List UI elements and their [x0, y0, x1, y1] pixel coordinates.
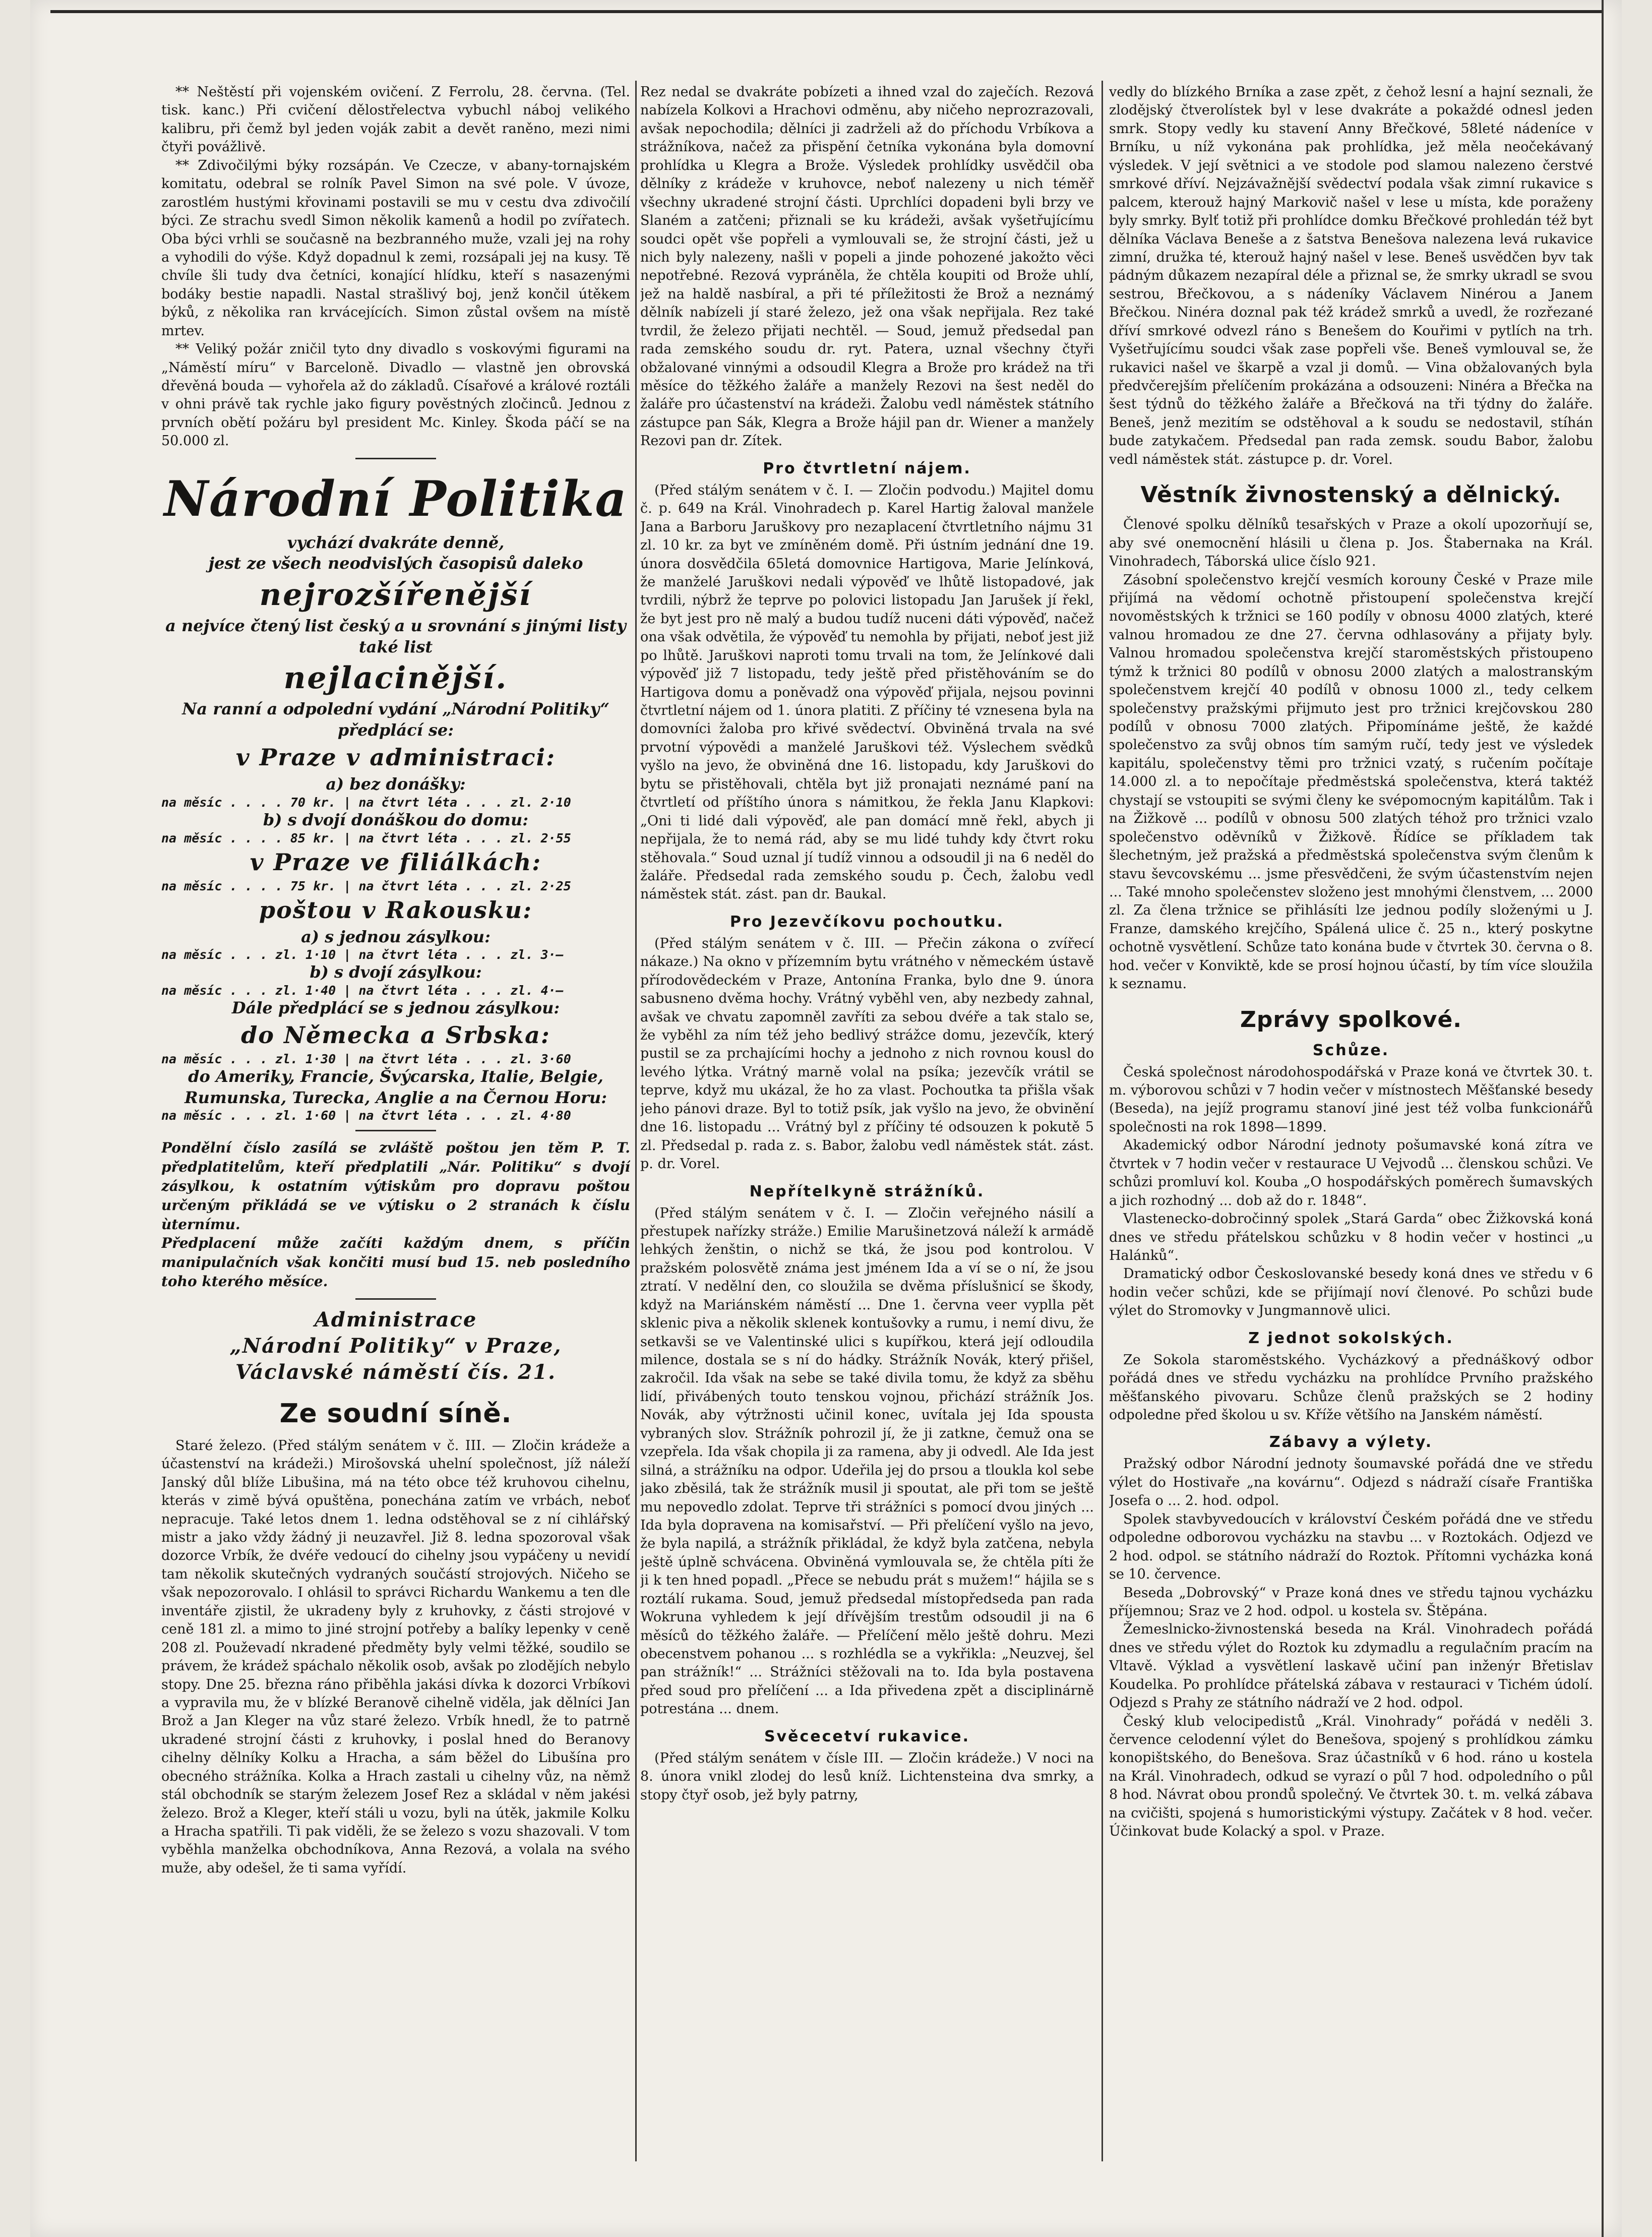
ad-headline: nejlacinější.	[283, 660, 508, 696]
ad-heading: v Praze ve filiálkách:	[250, 848, 542, 876]
club-notice: Ze Sokola staroměstského. Vycházkový a přednáškový odbor pořádá dnes ve středu vycházku na prohlídce Prvního pražského měšťanského pivovaru. Schůze členů pražských se 2 hodiny odpoledne před školou u sv. Kříže většího na Janském náměstí.	[1109, 1352, 1593, 1423]
ad-note: Pondělní číslo zasílá se zvláště poštou jen těm P. T. předplatitelům, kteří předplatili „Nár. Politiku“ s dvojí zásylkou, k ostatním výtiskům pro dopravu poštou určeným přikládá se ve výtisku o 2 stranách k číslu ùternímu.	[161, 1139, 630, 1233]
ad-heading: poštou v Rakousku:	[259, 896, 533, 924]
ad-line: a nejvíce čtený list český a u srovnání s jinými listy také list	[165, 616, 626, 656]
trade-notice-carpenters: Členové spolku dělníků tesařských v Praze a okolí upozorňují se, aby své onemocnění hlásili u člena p. Jos. Štabernaka na Král. Vinohradech, Táborská ulice číslo 921.	[1109, 517, 1593, 570]
column-rule-2	[1102, 81, 1103, 2161]
ad-heading: v Praze v administraci:	[235, 744, 556, 771]
club-notice: Dramatický odbor Českoslovanské besedy koná dnes ve středu v 6 hodin večer schůzi, kde se přijímají noví členové. Po schůzi bude výlet do Stromovky v Jungmannově ulici.	[1109, 1266, 1593, 1319]
news-item-fire: ** Veliký požár zničil tyto dny divadlo s voskovými figurami na „Náměstí míru“ v Barceloně. Divadlo — vlastně jen obrovská dřevěná bouda — vyhořela až do základů. Císařové a králové roztáli v ohni právě tak rychle jako figury pověstných zločinců. Jednou z prvních obětí požáru byl president Mc. Kinley. Škoda páčí se na 50.000 zl.	[161, 341, 630, 449]
ad-note: Předplacení může začíti každým dnem, s příčin manipulačních však končiti musí bud 15. neb posledního toho kterého měsíce.	[161, 1235, 630, 1290]
administration-name: „Národní Politiky“ v Praze,	[229, 1334, 562, 1358]
ad-subheading: a) s jednou zásylkou:	[301, 927, 491, 946]
ad-subheading: b) s dvojí donáškou do domu:	[263, 810, 529, 829]
club-notice: Spolek stavbyvedoucích v království Českém pořádá dne ve středu odpoledne odborovou vycházku na stavbu ... v Roztokách. Odjezd ve 2 hod. odpol. se státního nádraží do Roztok. Přítomni vycházka koná se 10. července.	[1109, 1511, 1593, 1583]
administration-address: Václavské náměstí čís. 21.	[235, 1360, 556, 1384]
headline-meetings: Schůze.	[1312, 1041, 1390, 1059]
newspaper-page	[30, 0, 1622, 2237]
column-1	[161, 83, 630, 2202]
ad-headline: nejrozšířenější	[259, 577, 532, 613]
headline-rent: Pro čtvrtletní nájem.	[763, 459, 971, 477]
club-notice: Žemeslnicko-živnostenská beseda na Král. Vinohradech pořádá dnes ve středu výlet do Roztok ku zdymadlu a regulačním pracím na Vltavě. Výklad a vysvětlení laskavě učiní pan inženýr Břetislav Koudelka. Po prohlídce přátelská zábava v restauraci v Tichém údolí. Odjezd s Prahy ze státního nádraží ve 2 hod. odpol.	[1109, 1621, 1593, 1711]
headline-sokol: Z jednot sokolských.	[1248, 1329, 1454, 1347]
price-row: na měsíc . . . zl. 1·10 | na čtvrt léta . . . zl. 3·—	[161, 947, 564, 962]
price-row: na měsíc . . . . 85 kr. | na čtvrt léta . . . zl. 2·55	[161, 830, 571, 845]
section-title-clubs: Zprávy spolkové.	[1240, 1006, 1462, 1033]
court-report-old-iron: Staré železo. (Před stálým senátem v č. III. — Zločin krádeže a účastenství na krádeži.) Mirošovská uhelní společnost, jíž náleží Janský důl blíže Libušina, má na této obce též kruhovou cihelnu, kterás v zimě bývá opuštěna, ponechána zatím ve vrbách, neboť nepracuje. Také letos dnem 1. ledna odstěhoval se z ní cihlářský mistr a jako vždy žádný ji neuzavřel. Již 8. ledna spozoroval však dozorce Vrbík, že dvéře vedoucí do cihelny jsou vypáčeny u nevidí tam několik skutečných vydraných součástí strojových. Ničeho se však nepozorovalo. I ohlásil to správci Richardu Wankemu a ten dle inventáře zjistil, že ukradeny byly z kruhovky, z části strojové v ceně 181 zl. a mimo to jiné strojní potřeby a balíky lepenky v ceně 208 zl. Použevadí nkradené předměty byly velmi těžké, soudilo se právem, že krádež spáchalo několik osob, avšak po zlodějích nebylo stopy. Dne 25. března ráno přiběhla jakási dívka k dozorci Vrbíkovi a vypravila mu, že v blízké Beranově cihelně viděla, jak dělníci Jan Brož a Jan Kleger na vůz staré železo. Vrbík hnedl, že to patrně ukradené strojní části z kruhovky, i poslal hned do Beranovy cihelny dělníky Kolku a Hracha, a sám běžel do Libušína pro obecného strážníka. Kolka a Hrach zastali u cihelny vůz, na němž stál obchodník se starým železem Josef Rez a skládal v něm jakési železo. Brož a Kleger, kteří stáli u vozu, byli na útěk, jakmile Kolku a Hracha spatřili. Ti pak viděli, že se železo s vozu shazovali. V tom vyběhla manželka obchodníkova, Anna Rezová, a volala na svého muže, aby odešel, že ti sama vyřídí.	[161, 1437, 630, 1876]
headline-glove: Svěcecetví rukavice.	[764, 1727, 970, 1745]
section-title-court: Ze soudní síně.	[279, 1398, 512, 1429]
court-report-continued: Rez nedal se dvakráte pobízeti a ihned vzal do zaječích. Rezová nabízela Kolkovi a Hrachovi odměnu, aby ničeho neprozrazovali, avšak nepochodila; dělníci ji zadrželi až do příchodu Vrbíkova a strážníkova, načež za přispění četníka vykonána byla domovní prohlídka u Klegra a Brože. Výsledek prohlídky usvědčil oba dělníky z krádeže v kruhovce, neboť nalezeny u nich téměř všechny ukradené strojní části. Uprchlíci dopadeni byli brzy ve Slaném a zatčeni; přiznali se ku krádeži, avšak vyšetřujícímu soudci opět vše popřeli a vymlouvali se, že strojní části, jež u nich byly nalezeny, našli v popeli a jinde pohozené jakožto věci nepotřebné. Rezová vypráněla, že chtěla koupiti od Brože uhlí, jež na haldě nasbíral, a při té příležitosti že Brož a neznámý dělník nabízeli jí staré železo, jež ona však nepřijala. Rez také tvrdil, že železo přijati nechtěl. — Soud, jemuž předsedal pan rada zemského soudu dr. ryt. Patera, uznal všechny čtyři obžalované vinnými a odsoudil Klegra a Brože pro krádež na tři měsíce do těžkého žaláře a manžely Rezovi na šest neděl do žaláře pro účastenství na krádeži. Žalobu vedl náměstek státního zástupce pan Sák, Klegra a Brože hájil pan dr. Wiener a manžely Rezovi pan dr. Zítek.	[640, 84, 1094, 449]
divider	[355, 1130, 436, 1131]
price-row: na měsíc . . . zl. 1·30 | na čtvrt léta . . . zl. 3·60	[161, 1052, 571, 1067]
column-2	[640, 83, 1094, 2202]
ad-line: do Ameriky, Francie, Švýcarska, Italie, Belgie, Rumunska, Turecka, Anglie a na Černou Horu:	[185, 1067, 607, 1107]
news-item-ferrol: ** Neštěstí při vojenském ovičení. Z Ferrolu, 28. června. (Tel. tisk. kanc.) Při cvičení dělostřelectva vybuchl náboj velikého kalibru, při čemž byl jeden voják zabit a devět raněno, mezi nimi čtyři povážlivě.	[161, 84, 630, 155]
administration-label: Administrace	[314, 1307, 477, 1332]
column-3	[1109, 83, 1593, 2202]
court-report-glove-continued: vedly do blízkého Brníka a zase zpět, z čehož lesní a hajní seznali, že zlodějský čtverolístek byl v lese dvakráte a pokaždé odnesl jeden smrk. Stopy vedly ku stavení Anny Břečkové, 58leté nádeníce v Brníku, u níž vykonána pak prohlídka, jež měla neočekávaný výsledek. V její světnici a ve stodole pod slamou nalezeno čerstvé smrkové dříví. Nejzávažnější svědectví podala však zimní rukavice s palcem, kterouž hajný Markovič našel v lese u místa, kde poraženy byly smrky. Bylť totiž při prohlídce domku Břečkové prohledán též byt dělníka Václava Beneše a z šatstva Benešova nalezena levá rukavice zimní, družka té, kterouž hajný našel v lese. Beneš usvědčen byv tak pádným důkazem nezapíral déle a přiznal se, že smrky ukradl se svou sestrou, Břečkovou, a s nádeníky Václavem Ninérou a Janem Břečkou. Ninéra doznal pak též krádež smrků a uvedl, že rozřezané dříví smrkové odvezl ráno s Benešem do Kouřimi v pytlích na trh. Vyšetřujícímu soudci však zase popřeli vše. Beneš vymlouval se, že rukavici našel ve škarpě a vzal ji domů. — Vina obžalovaných byla předvčerejším přelíčením prokázána a odsouzeni: Ninéra a Břečka na šest týdnů do těžkého žaláře a Břečková na tři týdny do žaláře. Beneš, jenž mezitím se odstěhoval a k soudu se nedostavil, stíhán bude zatykačem. Předsedal pan rada zemsk. soudu Babor, žalobu vedl náměstek stát. zástupce p. dr. Vorel.	[1109, 84, 1593, 467]
subscription-ad	[161, 470, 630, 1385]
club-notice: Česká společnost národohospodářská v Praze koná ve čtvrtek 30. t. m. výborovou schůzi v 7 hodin večer v místnostech Měšťanské besedy (Beseda), na jejíž programu stanoví jiné jest též volba funkcionářů společnosti na rok 1898—1899.	[1109, 1064, 1593, 1135]
headline-trips: Zábavy a výlety.	[1269, 1433, 1433, 1452]
ad-line: Dále předplácí se s jednou zásylkou:	[231, 998, 560, 1017]
trade-notice-tailors: Zásobní společenstvo krejčí vesmích korouny České v Praze mile přijímá na vědomí ochotně přistoupení společenstva krejčí novoměstských k tržnici se 160 podíly v obnosu 4000 zlatých, které valnou hromadou ze dne 27. června odhlasovány a přijaty byly. Valnou hromadou společenstva krejčí staroměstských přistoupeno týmž k tržnici 80 podílů v obnosu 2000 zlatých a malostranským společenstvem krejčí 40 podílů v obnosu 1000 zl., tedy celkem společenstvy pražskými přijmuto jest pro tržnici krejčovskou 280 podílů v obnosu 7000 zlatých. Připomínáme ještě, že každé společenstvo za svůj obnos tím samým ručí, tedy jest ve výsledek kapitálu, společenstvy těmi pro tržnici vzatý, s ručením počítaje 14.000 zl. a to nepočítaje předměstská společenstva, která taktéž chystají se vstoupiti se svými členy ke svépomocným kapitálům. Tak i na Žižkově ... podílů v obnosu 500 zlatých téhož pro tržnici vzalo společenstvo oděvníků v Žižkově. Řídíce se příkladem tak šlechetným, jež pražská a předměstská společenstva svým členům k stavu ševcovskému ... jsme přesvědčeni, že svým účastenstvím nejen ... Také mnoho společenstev složeno jest mnohými členstvem, ... 2000 zl. Za člena tržnice se přihlásíti lze jednou podíly složenými u J. Franze, damského krejčího, Spálená ulice č. 25 n., který poskytne ochotně vysvětlení. Schůze tato konána bude v čtvrtek 30. června o 8. hod. večer v Konviktě, kde se prosí hojnou účastí, by tím více sloužila k seznamu.	[1109, 572, 1593, 992]
court-report-dachshund: (Před stálým senátem v č. III. — Přečin zákona o zvířecí nákaze.) Na okno v přízemním bytu vrátného v německém ústavě přírodovědeckém v Praze, Antonína Franka, bylo dne 9. února sabusneno dvěma hochy. Vrátný vyběhl ven, aby nezbedy zahnal, avšak ve chvatu zapomněl zavříti za sebou dvéře a tak stalo se, že vyběhl za ním též jeho bedlivý strážce domu, jezevčík, který pustil se za prchajícími hochy a jednoho z nich rovnou kousl do levého lýtka. Vrátný marně volal na psíka; jezevčík vrátil se teprve, když mu ukázal, že ho za vlast. Pochoutka ta přišla však jeho pánovi draze. Byl to totiž psík, jak vyšlo na jevo, že obvinění dne 16. listopadu ... Vrátný byl z příčiny té odsouzen k pokutě 5 zl. Předsedal p. rada z. s. Babor, žalobu vedl náměstek stát. zást. p. dr. Vorel.	[640, 935, 1094, 1172]
club-notice: Český klub velocipedistů „Král. Vinohrady“ pořádá v neděli 3. července celodenní výlet do Benešova, spojený s prohlídkou zámku konopištského, do Benešova. Sraz účastníků v 6 hod. ráno u kostela na Král. Vinohradech, odkud se vyrazí o půl 7 hod. odpoledního o půl 8 hod. Návrat obou prondů společný. Ve čtvrtek 30. t. m. velká zábava na cvičišti, spojená s humoristickými výstupy. Začátek v 8 hod. večer. Účinkovat bude Kolacký a spol. v Praze.	[1109, 1713, 1593, 1840]
club-notice: Beseda „Dobrovský“ v Praze koná dnes ve středu tajnou vycházku příjemnou; Sraz ve 2 hod. odpol. u kostela sv. Štěpána.	[1109, 1585, 1593, 1619]
price-row: na měsíc . . . . 70 kr. | na čtvrt léta . . . zl. 2·10	[161, 795, 571, 810]
top-rule	[50, 10, 1602, 13]
divider	[355, 458, 436, 459]
ad-line: Na ranní a odpolední vydání „Národní Politiky“ předplácí se:	[182, 699, 609, 740]
court-report-glove: (Před stálým senátem v čísle III. — Zločin krádeže.) V noci na 8. února vnikl zlodej do lesů kníž. Lichtensteina dva smrky, a stopy čtyř osob, jež byly patrny,	[640, 1750, 1094, 1803]
ad-subheading: b) s dvojí zásylkou:	[310, 962, 482, 982]
section-title-trade: Věstník živnostenský a dělnický.	[1140, 482, 1562, 508]
headline-enemy-of-police: Nepřítelkyně strážníků.	[749, 1182, 985, 1200]
club-notice: Akademický odbor Národní jednoty pošumavské koná zítra ve čtvrtek v 7 hodin večer v restaurace U Vejvodů ... členskou schůzi. Ve schůzi promluví kol. Kouba „O hospodářských poměrech šumavských a jich rozhodný ... dob až do r. 1848“.	[1109, 1137, 1593, 1208]
club-notice: Vlastenecko-dobročinný spolek „Stará Garda“ obec Žižkovská koná dnes ve středu přátelskou schůzku v 8 hodin večer v hostinci „u Halánků“.	[1109, 1211, 1593, 1263]
ad-title: Národní Politika	[164, 470, 628, 527]
ad-line: jest ze všech neodvislých časopisů daleko	[208, 554, 583, 573]
price-row: na měsíc . . . . 75 kr. | na čtvrt léta . . . zl. 2·25	[161, 878, 571, 893]
price-row: na měsíc . . . zl. 1·60 | na čtvrt léta . . . zl. 4·80	[161, 1108, 571, 1123]
club-notice: Pražský odbor Národní jednoty šoumavské pořádá dne ve středu výlet do Hostivaře „na kovárnu“. Odjezd s nádraží císaře Františka Josefa o ... 2. hod. odpol.	[1109, 1456, 1593, 1509]
price-row: na měsíc . . . zl. 1·40 | na čtvrt léta . . . zl. 4·—	[161, 983, 564, 998]
headline-dachshund: Pro Jezevčíkovu pochoutku.	[729, 913, 1005, 931]
ad-heading: do Německa a Srbska:	[241, 1021, 550, 1049]
page-edge	[1602, 0, 1604, 2237]
news-item-bulls: ** Zdivočilými býky rozsápán. Ve Czecze, v abany-tornajském komitatu, odebral se rolník Pavel Simon na své pole. V úvoze, zarostlém hustými křovinami postavili se mu v cestu dva zdivočilí býci. Ze strachu svedl Simon několik kamenů a hodil po zvířatech. Oba býci vrhli se současně na bezbranného muže, vzali jej na rohy a vyhodili do výše. Když dopadnul k zemi, rozsápali jej na kusy. Tě chvíle šli tudy dva četníci, konající hlídku, kteří s nasazenými bodáky bestie napadli. Nastal strašlivý boj, jenž končil útěkem býků, z několika ran krvácejících. Simon zůstal ovšem na místě mrtev.	[161, 157, 630, 339]
column-rule-1	[635, 81, 637, 2161]
ad-line: vychází dvakráte denně,	[287, 532, 505, 552]
divider	[355, 1298, 436, 1300]
court-report-rent: (Před stálým senátem v č. I. — Zločin podvodu.) Majitel domu č. p. 649 na Král. Vinohradech p. Karel Hartig žaloval manžele Jana a Barboru Jaruškovy pro nezaplacení čtvrtletního nájmu 31 zl. 10 kr. za byt ve zmíněném domě. Při ústním jednání dne 19. února dosvědčila 65letá domovnice Hartigova, Marie Jelínková, že manželé Jaruškovi nedali výpověď ve lhůtě listopadové, jak tvrdili, nýbrž že teprve po polovici listopadu Jan Jarušek jí řekl, že byt jest pro ně malý a budou tudíž nuceni dáti výpověď, načež ona však odvětila, že výpověď tu nemohla by přijati, neboť jest již po lhůtě. Jaruškovi naproti tomu trvali na tom, že Jelínkové dali výpověď již 7 listopadu, tedy ještě před přistěhováním se do Hartigova domu a poněvadž ona výpověď přijala, nejsou povinni čtvrtletní nájem od 1. února platiti. Z příčiny té vznesena byla na domovníci žaloba pro křivé svědectví. Obviněná trvala na své prvotní výpovědi a manželé Jaruškovi též. Výslechem svědků vyšlo na jevo, že obviněná dne 16. listopadu, kdy Jaruškovi do bytu se přistěhovali, chtěla byt již pronajati neznámé paní na čtvrtletí od příštího února s námitkou, že řekla Janu Klapkovi: „Oni ti lidé dali výpověď, ale pan domácí mně řekl, abych ji nepřijala, že to nemá rád, aby se mu lidé tuhdy kdy čtvrt roku stěhovala.“ Soud uznal jí tudíž vinnou a odsoudil ji na 6 neděl do žaláře. Předsedal rada zemského soudu p. Čech, žalobu vedl náměstek stát. zást. pan dr. Baukal.	[640, 482, 1094, 902]
court-report-enemy-of-police: (Před stálým senátem v č. I. — Zločin veřejného násilí a přestupek nařízky stráže.) Emilie Marušinetzová náleží k armádě lehkých ženštin, o nichž se tká, že jsou pod kontrolou. V pražském polosvětě známa jest jménem Ida a ví se o ní, že jsou ztratí. V nedělní den, co sloužila se dvěma příslušnicí se škody, když na Mariánském náměstí ... Dne 1. června veer vyplla pět sklenic piva a několik sklenek kontušovky a rumu, i nemí divu, že setkavši se ve Valentinské ulici s kupířkou, která její odloudila milence, dostala se s ní do hádky. Strážník Novák, který přišel, zakročil. Ida však na sebe se také divila tomu, že když za sběhu lidí, přivábených touto tenskou vojnou, přichází strážník Jos. Novák, aby výtržnosti učinil konec, uvítala jej Ida spousta vybraných slov. Strážník pohrozil jí, že ji zatkne, čemuž ona se vzepřela. Ida však chopila ji za ramena, aby ji odvedl. Ale Ida jest silná, a strážníku na odpor. Udeřila jej do prsou a tloukla kol sebe jako zběsilá, tak že strážník musil ji spoutat, ale při tom se ještě mu nepovedlo zdolat. Teprve tři strážníci s pomocí dvou jiných ... Ida byla dopravena na komisařství. — Při přelíčení vyšlo na jevo, že byla napilá, a strážník přikládal, že když byla zatčena, nebyla ještě úplně schvácena. Obviněná vymlouvala se, že chtěla píti že ji k ten hned popadl. „Přece se nebudu prát s mužem!“ hájila se s roztálí rukama. Soud, jemuž předsedal místopředseda pan rada Wokruna vyhledem k její dřívějším trestům odsoudil ji na 6 měsíců do těžkého žaláře. — Přelíčení mělo ještě dohru. Mezi obecenstvem pohanou ... s rozhlédla se a vykřikla: „Neuzvej, šel pan strážník!“ ... Strážníci stěžovali na to. Ida byla postavena před soud pro přelíčení ... a Ida přivedena zpět a disciplinárně potrestána ... dnem.	[640, 1205, 1094, 1717]
ad-subheading: a) bez donášky:	[326, 774, 466, 794]
